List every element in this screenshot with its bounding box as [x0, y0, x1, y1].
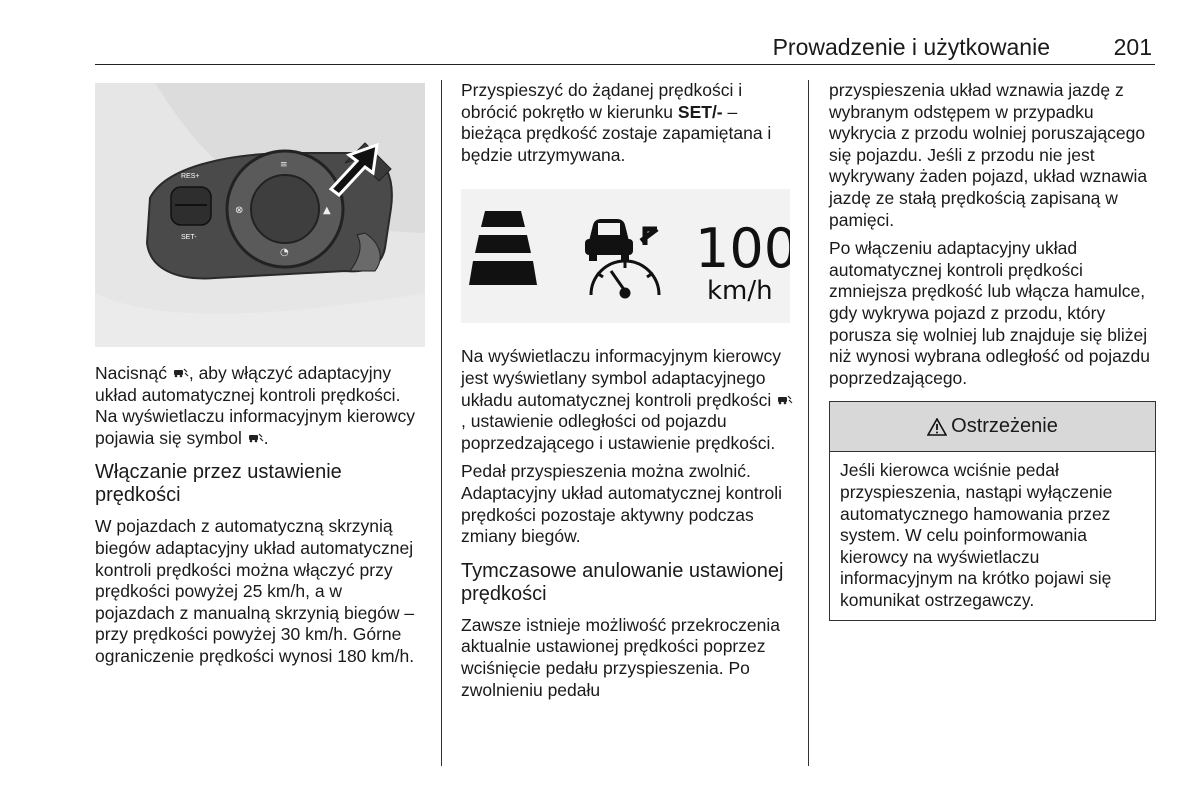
column-3: [829, 80, 1164, 621]
column-divider: [441, 80, 442, 766]
paragraph: przyspieszenia układ wznawia jazdę z wybranym odstępem w przypadku wykrycia z przodu wolniej poruszającego się pojazdu. Jeśli z przodu nie jest wykrywany żaden pojazd, układ wznawia jazdę ze stałą prędkością zapisaną w pamięci.: [829, 80, 1148, 230]
distance-bar-icon: [481, 211, 525, 227]
paragraph: Pedał przyspieszenia można zwolnić. Adaptacyjny układ automatycznej kontroli prędkości pozostaje aktywny podczas zmiany biegów.: [461, 461, 783, 547]
paragraph: Przyspieszyć do żądanej prędkości i obrócić pokrętło w kierunku SET/- – bieżąca prędkość zostaje zapamiętana i będzie utrzymywana.: [461, 80, 772, 165]
speed-unit: km/h: [707, 276, 773, 307]
paragraph: W pojazdach z automatyczną skrzynią biegów adaptacyjny układ automatycznej kontroli prędkości można włączyć przy prędkości powyżej 25 km/h, a w pojazdach z manualną skrzynią biegów – przy prędkości powyżej 30 km/h. Górne ograniczenie prędkości wynosi 180 km/h.: [95, 516, 415, 666]
warning-header: [830, 402, 1155, 452]
header-divider: [95, 64, 1155, 65]
driver-display-image: [461, 189, 790, 323]
warning-title: Ostrzeżenie: [951, 415, 1058, 438]
svg-text:⊗: ⊗: [235, 205, 244, 216]
res-label: RES+: [181, 173, 200, 180]
adaptive-cruise-icon: [247, 432, 264, 445]
column-2: [461, 80, 796, 708]
column-1: [95, 80, 425, 675]
adaptive-cruise-icon: [172, 367, 189, 380]
set-label: SET-: [181, 234, 197, 241]
paragraph: Nacisnąć , aby włączyć adaptacyjny układ automatycznej kontroli prędkości. Na wyświetlaczu informacyjnym kierowcy pojawia się symbol .: [95, 363, 415, 448]
paragraph: Zawsze istnieje możliwość przekroczenia aktualnie ustawionej prędkości poprzez wciśnięcie pedału przyspieszenia. Po zwolnieniu pedału: [461, 614, 780, 700]
page-number: 201: [1113, 34, 1152, 60]
warning-triangle-icon: [927, 418, 947, 436]
distance-bar-icon: [469, 261, 537, 285]
warning-box: [829, 401, 1156, 621]
adaptive-cruise-icon: [776, 394, 793, 407]
steering-wheel-controls-image: [95, 83, 425, 347]
paragraph: Po włączeniu adaptacyjny układ automatycznej kontroli prędkości zmniejsza prędkość lub włącza hamulce, gdy wykrywa pojazd z przodu, który porusza się wolniej lub znajduje się bliżej niż wynosi wybrana odległość od pojazdu poprzedzającego.: [829, 238, 1151, 388]
paragraph: Na wyświetlaczu informacyjnym kierowcy jest wyświetlany symbol adaptacyjnego układu automatycznej kontroli prędkości , ustawienie odległości od pojazdu poprzedzającego i ustawienie prędkości.: [461, 346, 796, 454]
section-heading: Włączanie przez ustawienie prędkości: [95, 461, 342, 507]
page-header-title: Prowadzenie i użytkowanie: [772, 34, 1050, 60]
distance-bar-icon: [475, 235, 531, 253]
svg-text:◔: ◔: [280, 247, 289, 258]
svg-text:≡: ≡: [280, 160, 288, 170]
set-speed-value: 100: [695, 217, 790, 281]
svg-text:▲: ▲: [323, 205, 331, 216]
set-button-label: SET/-: [677, 101, 723, 122]
warning-text: Jeśli kierowca wciśnie pedał przyspieszenia, nastąpi wyłączenie automatycznego hamowania przez system. W celu poinformowania kierowcy na wyświetlaczu informacyjnym na krótko pojawi się komunikat ostrzegawczy.: [840, 460, 1113, 610]
column-divider: [808, 80, 809, 766]
section-heading: Tymczasowe anulowanie ustawionej prędkości: [461, 559, 784, 605]
